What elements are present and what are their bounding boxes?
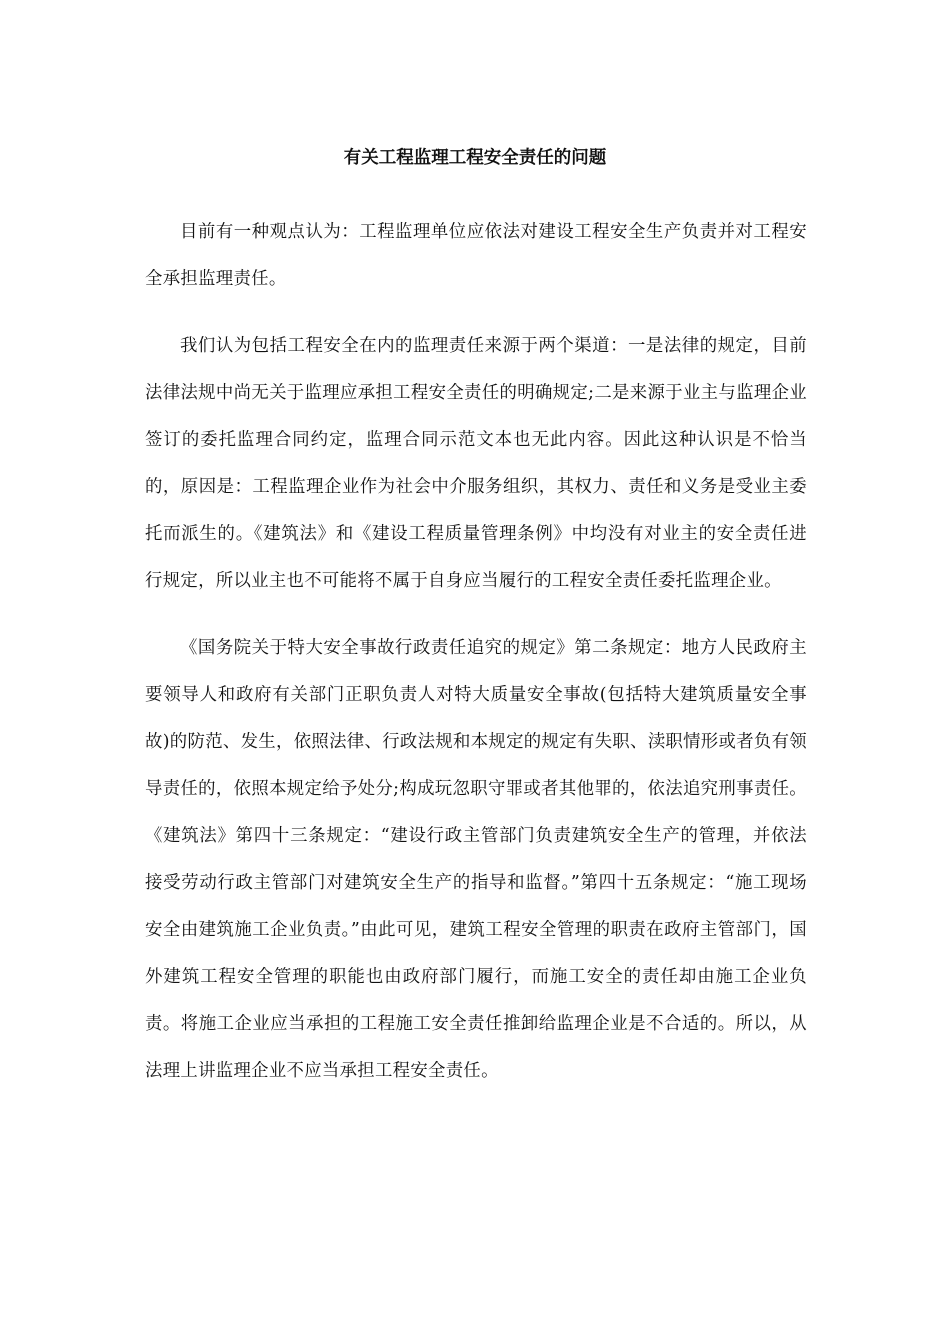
document-body — [145, 209, 807, 1115]
document-title: 有关工程监理工程安全责任的问题 — [343, 148, 607, 168]
paragraph-1: 目前有一种观点认为：工程监理单位应依法对建设工程安全生产负责并对工程安全承担监理责任。 — [145, 222, 807, 289]
paragraph-2: 我们认为包括工程安全在内的监理责任来源于两个渠道：一是法律的规定，目前法律法规中尚无关于监理应承担工程安全责任的明确规定;二是来源于业主与监理企业签订的委托监理合同约定，监理合同示范文本也无此内容。因此这种认识是不恰当的，原因是：工程监理企业作为社会中介服务组织，其权力、责任和义务是受业主委托而派生的。《建筑法》和《建设工程质量管理条例》中均没有对业主的安全责任进行规定，所以业主也不可能将不属于自身应当履行的工程安全责任委托监理企业。 — [145, 336, 807, 591]
paragraph-3: 《国务院关于特大安全事故行政责任追究的规定》第二条规定：地方人民政府主要领导人和政府有关部门正职负责人对特大质量安全事故(包括特大建筑质量安全事故)的防范、发生，依照法律、行政法规和本规定的规定有失职、渎职情形或者负有领导责任的，依照本规定给予处分;构成玩忽职守罪或者其他罪的，依法追究刑事责任。《建筑法》第四十三条规定：“建设行政主管部门负责建筑安全生产的管理，并依法接受劳动行政主管部门对建筑安全生产的指导和监督。”第四十五条规定：“施工现场安全由建筑施工企业负责。”由此可见，建筑工程安全管理的职责在政府主管部门，国外建筑工程安全管理的职能也由政府部门履行，而施工安全的责任却由施工企业负责。将施工企业应当承担的工程施工安全责任推卸给监理企业是不合适的。所以，从法理上讲监理企业不应当承担工程安全责任。 — [145, 638, 807, 1081]
